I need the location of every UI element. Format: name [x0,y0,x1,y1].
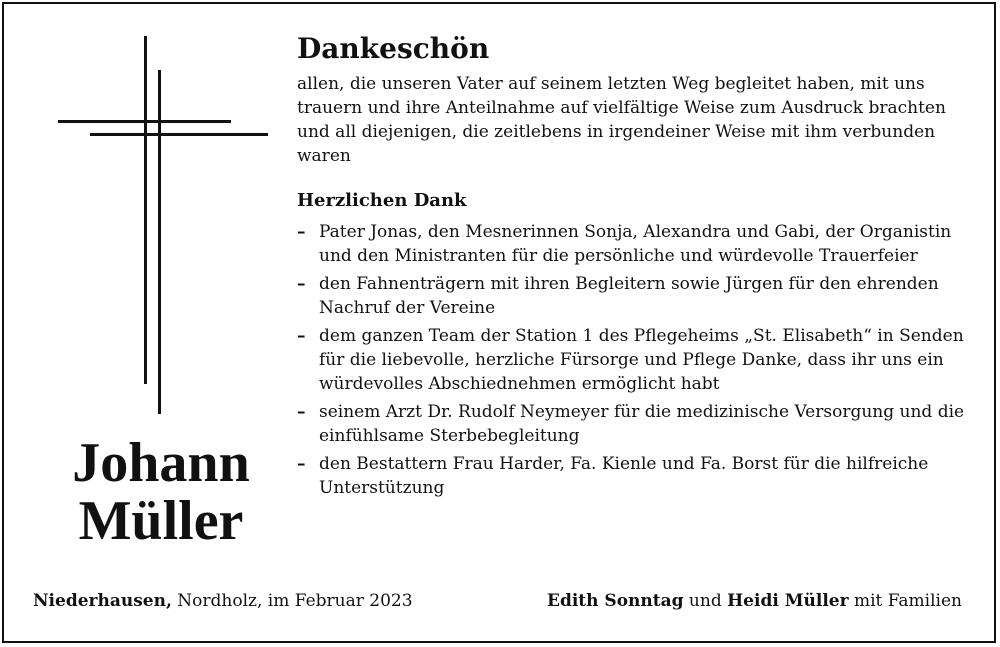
dash-bullet: – [297,326,306,346]
dash-bullet: – [297,274,306,294]
list-item [297,220,967,268]
notice-content [297,30,967,504]
dash-bullet: – [297,454,306,474]
signatory-suffix: mit Familien [853,591,962,611]
thanks-subheading: Herzlichen Dank [297,190,467,211]
intro-text: allen, die unseren Vater auf seinem letzten Weg begleitet haben, mit uns trauern und ihre Anteilnahme auf vielfältige Weise zum Ausdruck brachten und all diejenigen, die zeitlebens in irgendeiner Weise mit ihm verbunden waren [297,74,946,166]
footer-place-date [33,590,413,612]
list-item-text: den Fahnenträgern mit ihren Begleitern sowie Jürgen für den ehrenden Nachruf der Vereine [319,274,939,318]
deceased-first-name: Johann [72,432,250,494]
cross-icon [58,36,270,414]
thanks-list [297,220,967,500]
list-item [297,324,967,396]
footer-place-bold: Niederhausen, [33,591,172,611]
list-item-text: seinem Arzt Dr. Rudolf Neymeyer für die medizinische Versorgung und die einfühlsame Sterbebegleitung [319,402,965,446]
deceased-last-name: Müller [78,490,244,552]
signatory-joiner: und [688,591,722,611]
list-item-text: Pater Jonas, den Mesnerinnen Sonja, Alexandra und Gabi, der Organistin und den Ministranten für die persönliche und würdevolle Trauerfeier [319,222,952,266]
signatory-2: Heidi Müller [727,591,849,611]
list-item-text: den Bestattern Frau Harder, Fa. Kienle und Fa. Borst für die hilfreiche Unterstützung [319,454,929,498]
footer-place-rest: Nordholz, im Februar 2023 [177,591,413,611]
dash-bullet: – [297,402,306,422]
signatory-1: Edith Sonntag [546,591,684,611]
footer-signatories [547,590,962,612]
list-item [297,452,967,500]
list-item [297,400,967,448]
dash-bullet: – [297,222,306,242]
list-item-text: dem ganzen Team der Station 1 des Pflegeheims „St. Elisabeth“ in Senden für die liebevolle, herzliche Fürsorge und Pflege Danke, dass ihr uns ein würdevolles Abschiednehmen ermöglicht habt [319,326,964,394]
notice-heading: Dankeschön [297,32,490,65]
deceased-name [30,434,292,550]
list-item [297,272,967,320]
